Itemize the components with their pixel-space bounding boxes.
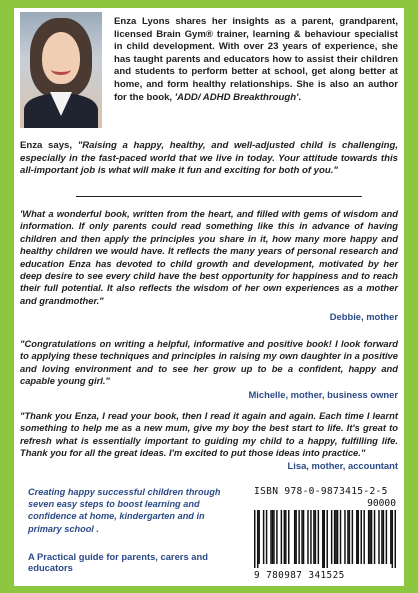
price-code: 90000 xyxy=(367,498,396,509)
cover-content-panel xyxy=(14,8,404,586)
author-photo xyxy=(20,12,102,128)
author-quote-lead: Enza says, xyxy=(20,140,78,151)
testimonial-2-attribution: Michelle, mother, business owner xyxy=(248,389,398,400)
author-quote-text: "Raising a happy, healthy, and well-adjusted child is challenging, especially in the fast-paced world that we live in today. Your attitude towards this all-important job is what will make it fun and exciting for both of you." xyxy=(20,140,398,177)
testimonial-2: "Congratulations on writing a helpful, informative and positive book! I look forward to applying these techniques and principles in raising my own daughter in a positive and loving environment and to see her grow up to be a confident, happy and capable young girl." xyxy=(20,338,398,387)
author-bio-text: Enza Lyons shares her insights as a parent, grandparent, licensed Brain Gym® trainer, learning & behaviour specialist in child development. With over 23 years of experience, she has taught parents and educators how to assist their children and students to perform better at school, get along better at home, and form healthy relationships. She is also an author for the book, xyxy=(114,16,398,103)
author-quote xyxy=(20,140,398,178)
isbn-number: ISBN 978-0-9873415-2-5 xyxy=(254,486,388,497)
testimonial-3: "Thank you Enza, I read your book, then I read it again and again. Each time I learnt something to help me as a new mum, give my boy the best start to life. It's great to refresh what is essentially important to guiding my child to a happy, fulfilling life. Thank you for all the great ideas. I'm excited to put those ideas into practice." xyxy=(20,410,398,459)
book-subtitle: A Practical guide for parents, carers and educators xyxy=(28,551,208,573)
isbn-barcode-block xyxy=(250,484,400,582)
book-title: 'ADD/ ADHD Breakthrough' xyxy=(174,91,299,103)
testimonial-1-attribution: Debbie, mother xyxy=(329,311,398,322)
barcode-bars xyxy=(254,510,396,568)
author-bio: Enza Lyons shares her insights as a parent, grandparent, licensed Brain Gym® trainer, learning & behaviour specialist in child development. With over 23 years of experience, she has taught parents and educators how to assist their children and students to perform better at school, get along better at home, and form healthy relationships. She is also an author for the book, 'ADD/ ADHD Breakthrough'. xyxy=(114,16,398,103)
barcode-digits: 9 780987 341525 xyxy=(254,570,345,581)
section-divider xyxy=(76,196,362,197)
book-tagline: Creating happy successful children through seven easy steps to boost learning and confidence at home, kindergarten and in primary school . xyxy=(28,487,221,534)
testimonial-3-attribution: Lisa, mother, accountant xyxy=(287,460,398,471)
testimonial-1: 'What a wonderful book, written from the heart, and filled with gems of wisdom and information. If only parents could read something like this in advance of having children and then apply the principles you share in it, how many more happy and healthy children we would have. It reflects the many years of personal research and education Enza has devoted to child growth and development, motivated by her deep desire to see every child have the best opportunity for happiness and to reach their full potential. It also reflects the wisdom of her own experiences as a mother and grandmother." xyxy=(20,208,398,306)
